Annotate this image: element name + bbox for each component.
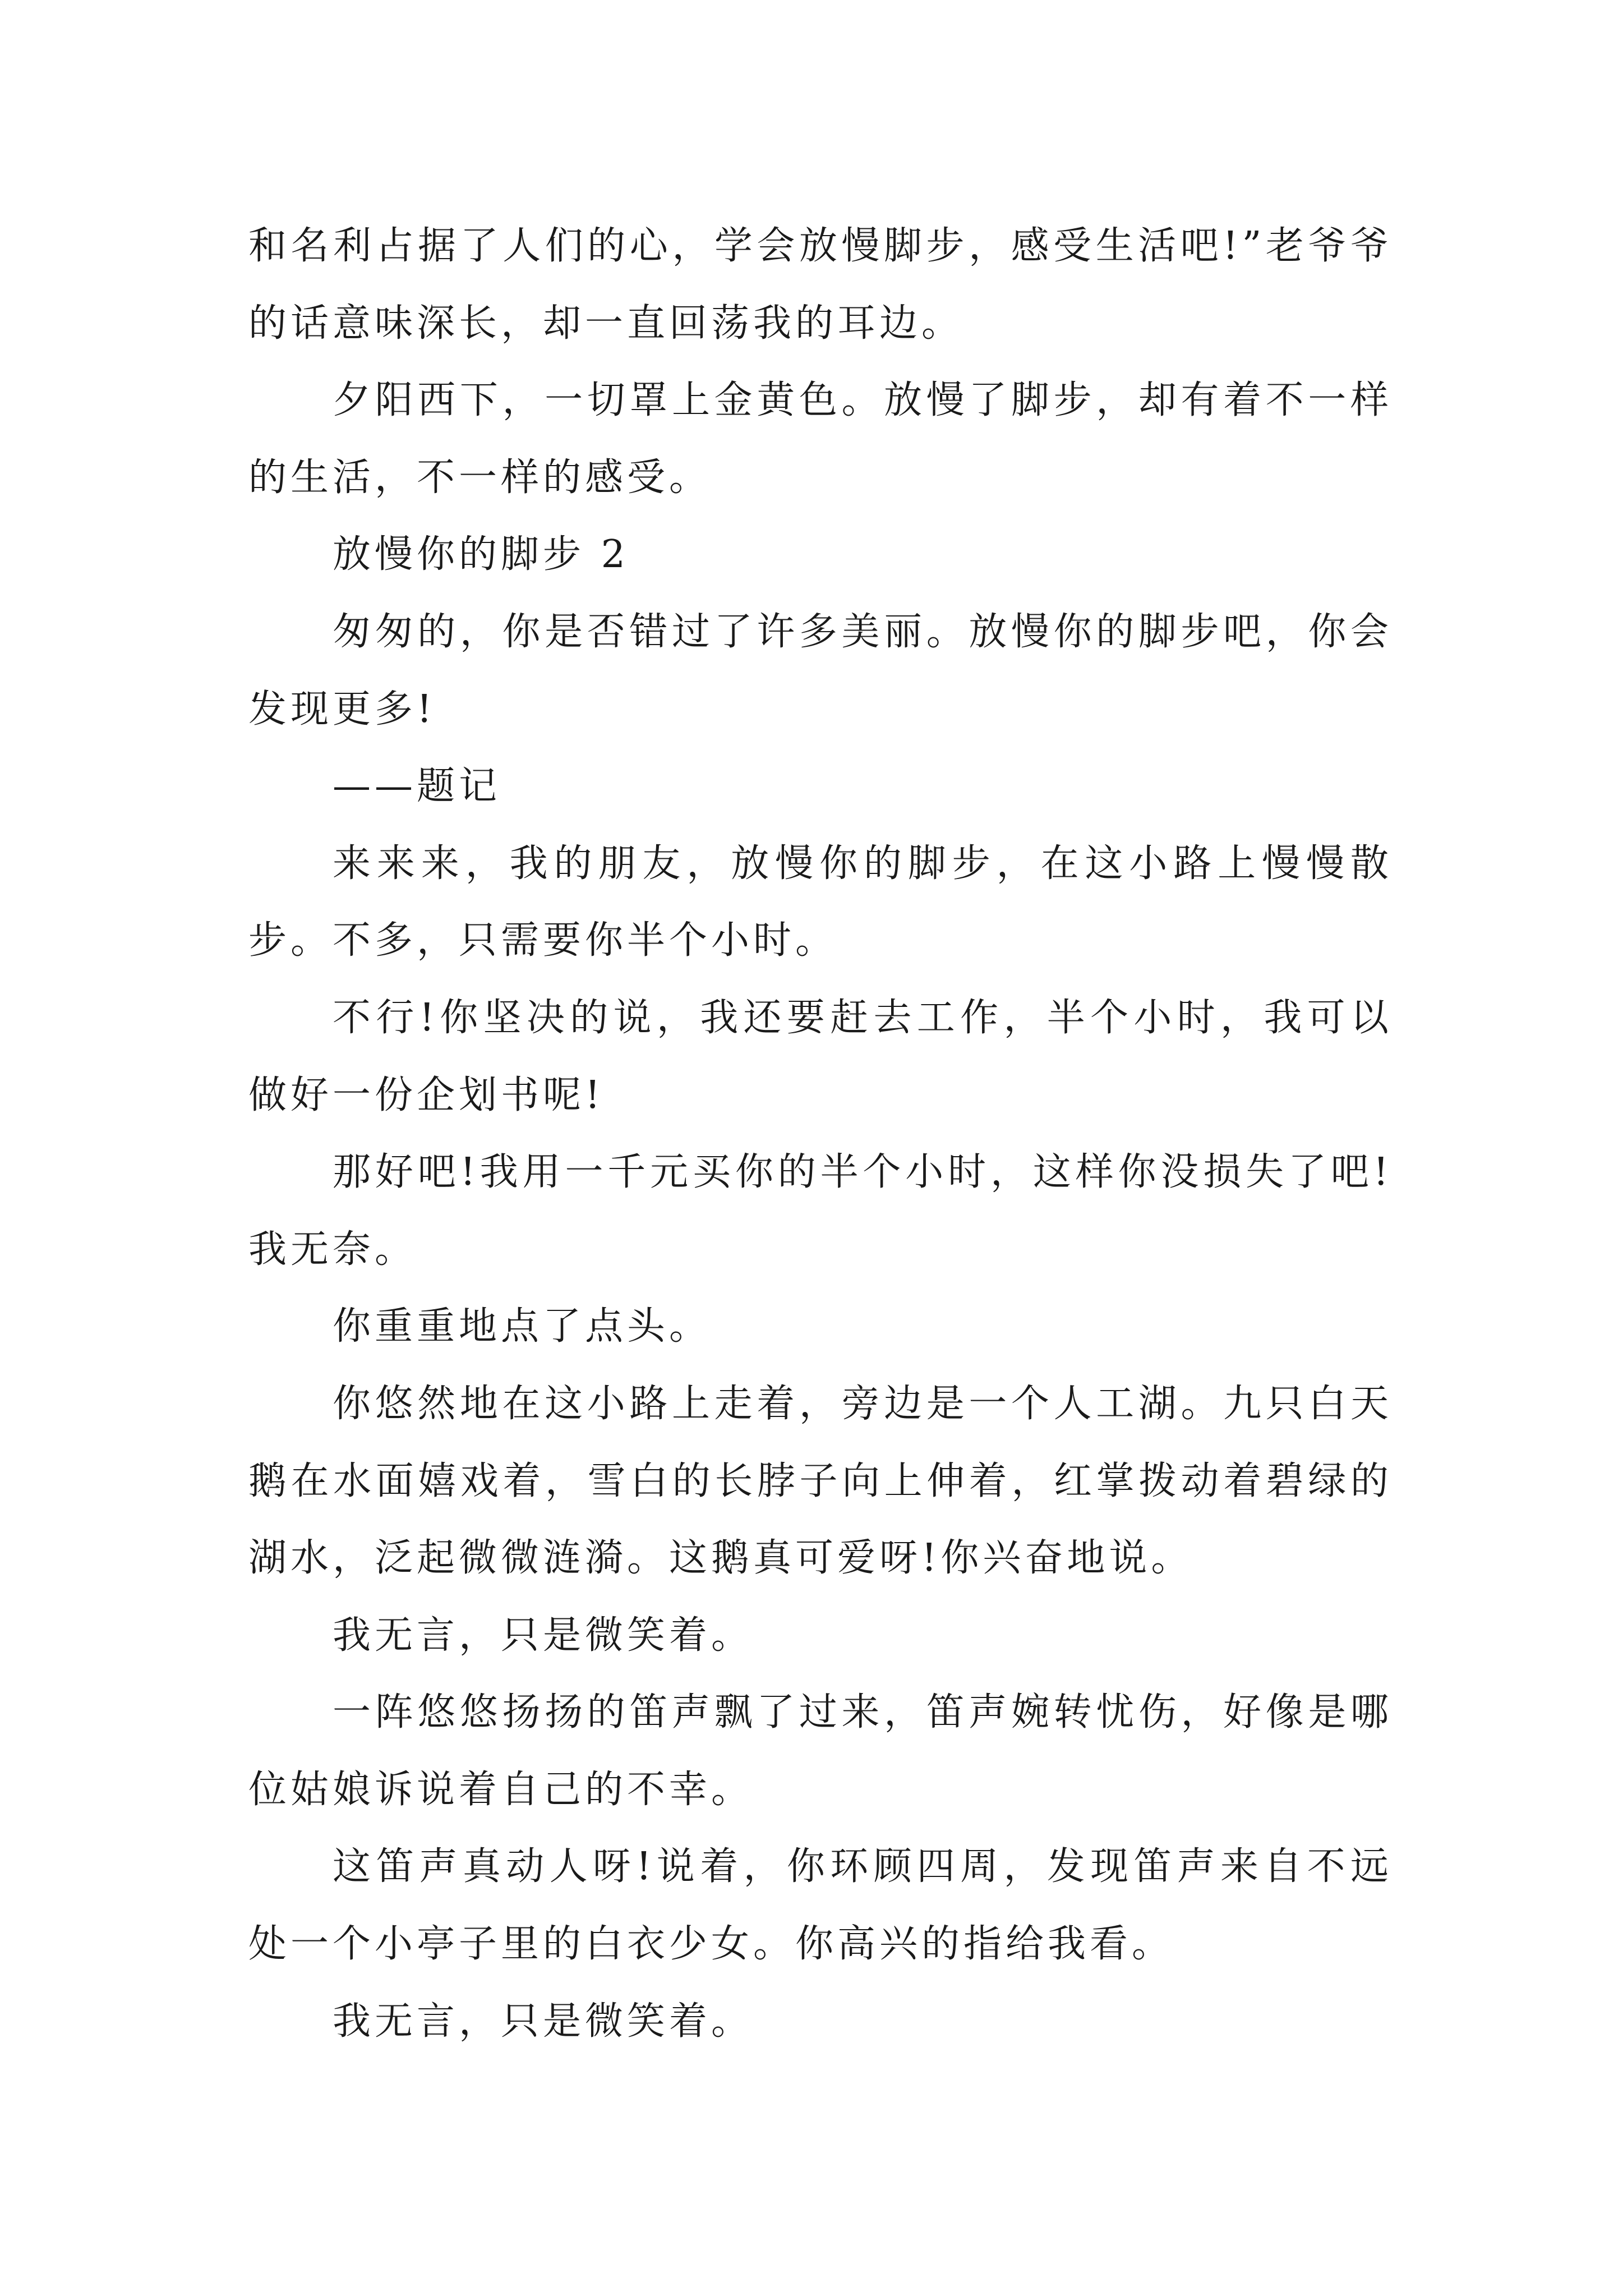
paragraph: 和名利占据了人们的心，学会放慢脚步，感受生活吧!”老爷爷的话意味深长，却一直回荡我的耳边。 (248, 224, 1393, 346)
paragraph: 匆匆的，你是否错过了许多美丽。放慢你的脚步吧，你会发现更多! (248, 609, 1393, 731)
document-body (248, 208, 1393, 2060)
epigraph-attribution: ——题记 (333, 764, 501, 809)
paragraph: 你重重地点了点头。 (333, 1304, 712, 1349)
paragraph: 这笛声真动人呀!说着，你环顾四周，发现笛声来自不远处一个小亭子里的白衣少女。你高兴的指给我看。 (248, 1844, 1393, 1967)
paragraph: 你悠然地在这小路上走着，旁边是一个人工湖。九只白天鹅在水面嬉戏着，雪白的长脖子向上伸着，红掌拨动着碧绿的湖水，泛起微微涟漪。这鹅真可爱呀!你兴奋地说。 (248, 1381, 1393, 1581)
paragraph: 夕阳西下，一切罩上金黄色。放慢了脚步，却有着不一样的生活，不一样的感受。 (248, 378, 1393, 500)
section-heading: 放慢你的脚步 2 (333, 532, 629, 577)
paragraph: 来来来，我的朋友，放慢你的脚步，在这小路上慢慢散步。不多，只需要你半个小时。 (248, 841, 1393, 963)
paragraph: 不行!你坚决的说，我还要赶去工作，半个小时，我可以做好一份企划书呢! (248, 995, 1393, 1117)
paragraph: 那好吧!我用一千元买你的半个小时，这样你没损失了吧!我无奈。 (248, 1150, 1393, 1272)
paragraph: 我无言，只是微笑着。 (333, 1613, 754, 1658)
paragraph: 我无言，只是微笑着。 (333, 1999, 754, 2044)
paragraph: 一阵悠悠扬扬的笛声飘了过来，笛声婉转忧伤，好像是哪位姑娘诉说着自己的不幸。 (248, 1690, 1393, 1812)
